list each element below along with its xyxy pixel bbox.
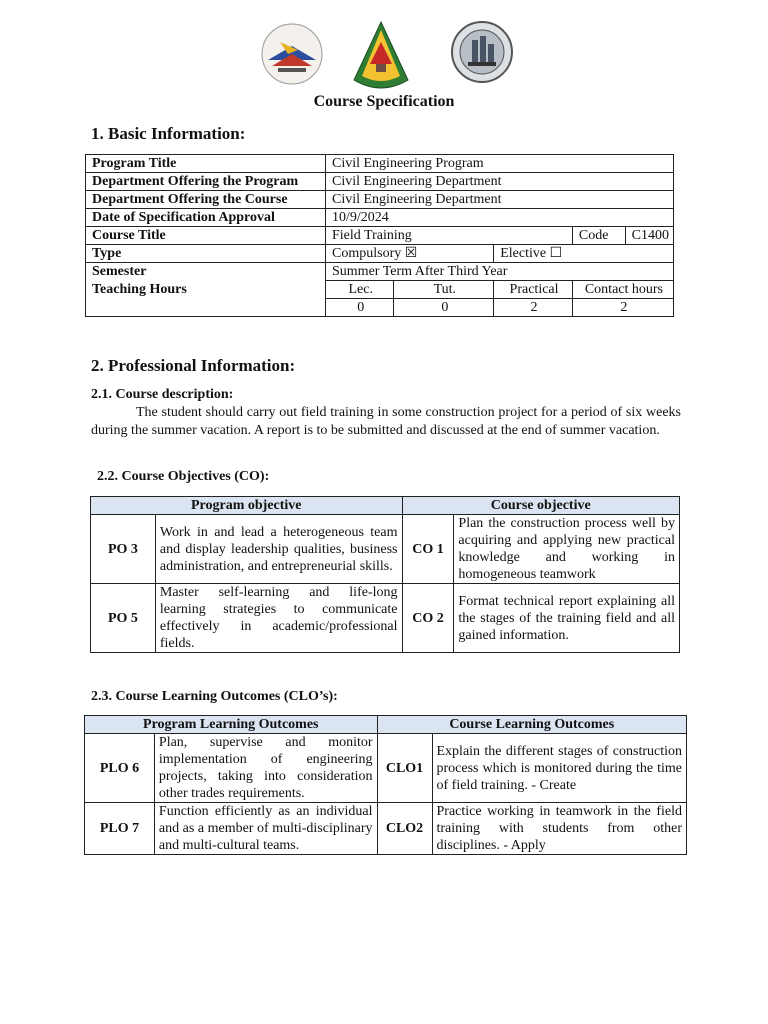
course-outcomes-header: Course Learning Outcomes [377, 716, 686, 734]
code-label: Code [572, 227, 625, 245]
course-objectives-table [90, 496, 680, 653]
row-label: Semester [86, 263, 326, 281]
table-row [86, 263, 674, 281]
plo-text: Function efficiently as an individual and as a member of multi-disciplinary and multi-cultural teams. [154, 803, 377, 855]
clo-text: Explain the different stages of construction process which is monitored during the time of field training. - Create [432, 734, 687, 803]
code-value: C1400 [625, 227, 673, 245]
course-description-text: The student should carry out field training in some construction project for a period of six weeks during the summer vacation. A report is to be submitted and discussed at the end of summer vacation. [91, 405, 681, 438]
type-compulsory: Compulsory ☒ [326, 245, 494, 263]
po-code: PO 3 [91, 515, 156, 584]
co-text: Format technical report explaining all the stages of the training field and all gained information. [454, 584, 680, 653]
row-label: Date of Specification Approval [86, 209, 326, 227]
hours-value-practical: 2 [494, 299, 573, 317]
table-row [86, 173, 674, 191]
row-label: Program Title [86, 155, 326, 173]
hours-header-tut: Tut. [394, 281, 494, 299]
co-text: Plan the construction process well by acquiring and applying new practical knowledge and working in homogeneous teamwork [454, 515, 680, 584]
row-label: Course Title [86, 227, 326, 245]
table-row [91, 584, 680, 653]
plo-code: PLO 7 [85, 803, 155, 855]
faculty-shield-icon [350, 20, 412, 96]
row-label: Department Offering the Program [86, 173, 326, 191]
row-label: Type [86, 245, 326, 263]
co-code: CO 2 [402, 584, 454, 653]
row-value: Civil Engineering Department [326, 173, 674, 191]
row-value: Civil Engineering Program [326, 155, 674, 173]
hours-header-lec: Lec. [326, 281, 394, 299]
table-row [86, 227, 674, 245]
hours-value-contact: 2 [572, 299, 673, 317]
table-header-row [85, 716, 687, 734]
hours-header-contact: Contact hours [572, 281, 673, 299]
row-value: Civil Engineering Department [326, 191, 674, 209]
row-value: Summer Term After Third Year [326, 263, 674, 281]
type-elective: Elective ☐ [494, 245, 674, 263]
section-basic-heading: 1. Basic Information: [91, 124, 246, 143]
po-text: Master self-learning and life-long learning strategies to communicate effectively in academic/professional fields. [155, 584, 402, 653]
course-objectives-heading: 2.2. Course Objectives (CO): [97, 469, 270, 484]
plo-text: Plan, supervise and monitor implementation of engineering projects, taking into consideration other trades requirements. [154, 734, 377, 803]
clo-text: Practice working in teamwork in the field training with students from other disciplines. - Apply [432, 803, 687, 855]
department-seal-icon [450, 20, 514, 84]
university-emblem-icon [258, 20, 326, 88]
row-label: Teaching Hours [86, 281, 326, 317]
program-objective-header: Program objective [91, 497, 403, 515]
hours-header-practical: Practical [494, 281, 573, 299]
table-row [86, 281, 674, 299]
course-title-value: Field Training [326, 227, 573, 245]
row-label: Department Offering the Course [86, 191, 326, 209]
learning-outcomes-table [84, 715, 687, 855]
table-row [86, 155, 674, 173]
po-text: Work in and lead a heterogeneous team and display leadership qualities, business administration, and entrepreneurial skills. [155, 515, 402, 584]
co-code: CO 1 [402, 515, 454, 584]
hours-value-lec: 0 [326, 299, 394, 317]
hours-value-tut: 0 [394, 299, 494, 317]
document-title: Course Specification [313, 93, 455, 110]
table-row [86, 209, 674, 227]
logo-bar [0, 20, 768, 98]
table-row [86, 245, 674, 263]
clo-code: CLO2 [377, 803, 432, 855]
section-professional-heading: 2. Professional Information: [91, 356, 296, 375]
clo-heading: 2.3. Course Learning Outcomes (CLO’s): [91, 689, 338, 704]
table-row [86, 191, 674, 209]
clo-code: CLO1 [377, 734, 432, 803]
table-row [85, 734, 687, 803]
program-outcomes-header: Program Learning Outcomes [85, 716, 378, 734]
course-description-heading: 2.1. Course description: [91, 387, 234, 402]
row-value: 10/9/2024 [326, 209, 674, 227]
course-objective-header: Course objective [402, 497, 680, 515]
po-code: PO 5 [91, 584, 156, 653]
table-row [91, 515, 680, 584]
table-header-row [91, 497, 680, 515]
basic-info-table [85, 154, 674, 317]
plo-code: PLO 6 [85, 734, 155, 803]
table-row [85, 803, 687, 855]
